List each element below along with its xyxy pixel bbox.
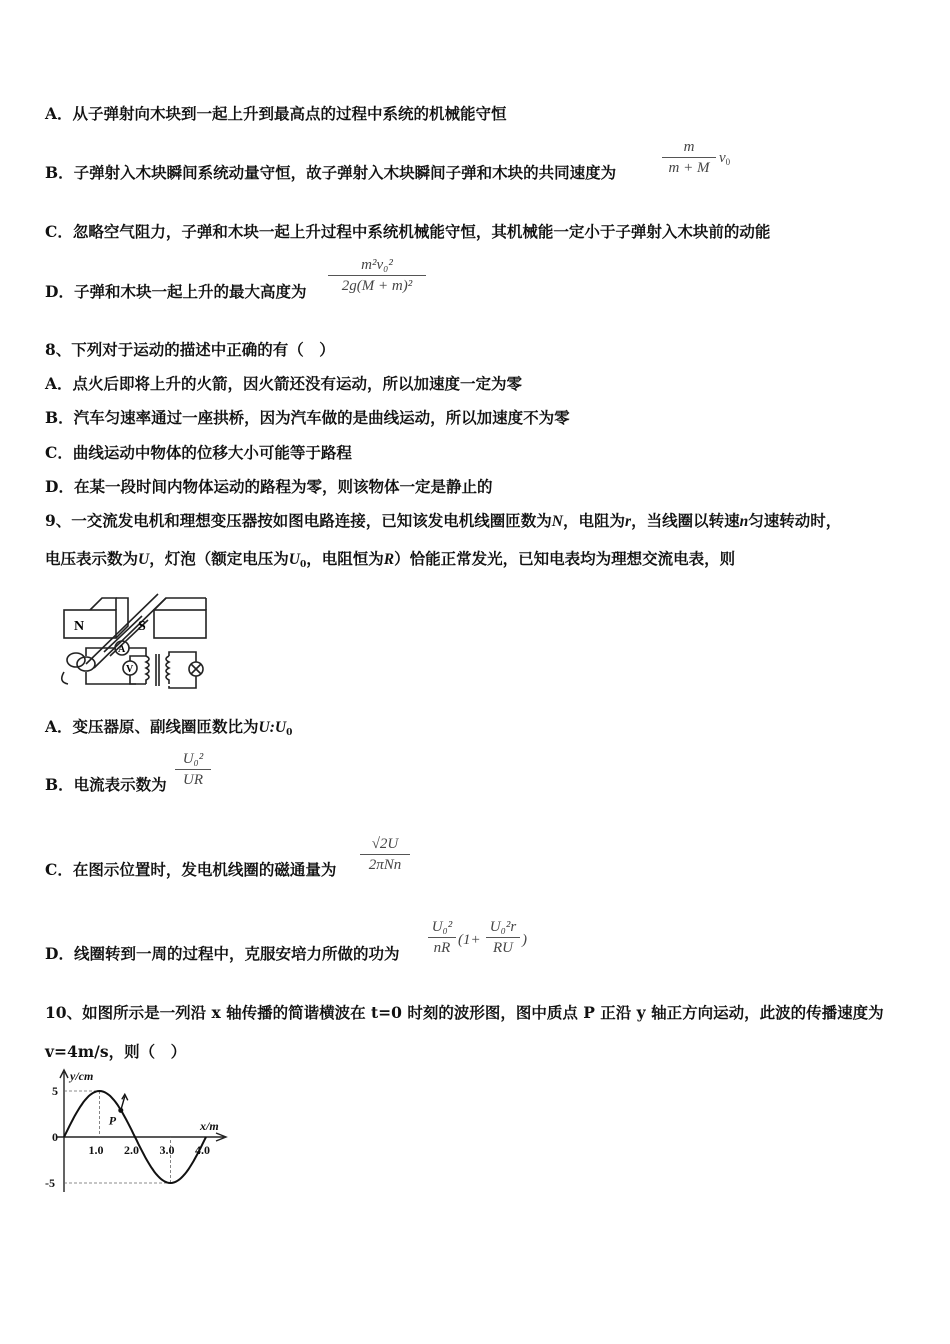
x-axis-label: x/m xyxy=(200,1119,219,1133)
q10-stem-line2: v=4m/s，则（ ） xyxy=(45,1042,187,1061)
option-text: 在某一段时间内物体运动的路程为零，则该物体一定是静止的 xyxy=(73,477,493,496)
option-text: 在图示位置时，发电机线圈的磁通量为 xyxy=(72,860,337,879)
option-text: 曲线运动中物体的位移大小可能等于路程 xyxy=(72,443,352,462)
q9b-fraction xyxy=(175,750,211,789)
q7b-fraction xyxy=(662,138,716,177)
q7-option-d xyxy=(45,280,306,302)
fraction-numerator: U₀²r xyxy=(489,919,517,935)
fraction-numerator: m xyxy=(683,139,695,155)
generator-circuit-figure xyxy=(46,576,216,694)
option-label: A． xyxy=(45,717,73,736)
option-label: B． xyxy=(45,408,74,427)
option-label: C． xyxy=(45,222,73,241)
q9-option-b xyxy=(45,773,167,795)
q7b-v0: $v_0$ xyxy=(719,150,731,167)
q8-stem: 8、下列对于运动的描述中正确的有（ ） xyxy=(45,340,335,359)
fraction-numerator: √2U xyxy=(371,836,399,852)
option-label: B． xyxy=(45,775,74,794)
y-tick-label: 5 xyxy=(52,1084,58,1098)
option-text: 子弹和木块一起上升的最大高度为 xyxy=(73,282,307,301)
option-text: 电流表示数为 xyxy=(73,775,167,794)
q9d-fraction-2 xyxy=(486,918,520,957)
x-tick-label: 2.0 xyxy=(124,1143,139,1157)
x-tick-label: 1.0 xyxy=(88,1143,104,1157)
fraction-denominator: UR xyxy=(183,772,203,788)
y-tick-label: 0 xyxy=(52,1130,58,1144)
option-label: A． xyxy=(45,374,73,393)
magnet-n-label: N xyxy=(74,619,85,634)
q9c-fraction xyxy=(360,835,410,874)
fraction-denominator: 2g(M + m)² xyxy=(341,278,413,294)
q9-option-a: A．变压器原、副线圈匝数比为$U:U_0$ xyxy=(45,717,293,738)
option-label: D． xyxy=(45,282,74,301)
q8-option-c xyxy=(45,441,352,463)
option-text: 汽车匀速率通过一座拱桥，因为汽车做的是曲线运动，所以加速度不为零 xyxy=(73,408,570,427)
option-label: D． xyxy=(45,477,74,496)
option-text: 线圈转到一周的过程中，克服安培力所做的功为 xyxy=(73,944,400,963)
option-label: C． xyxy=(45,443,73,462)
option-text: 点火后即将上升的火箭，因火箭还没有运动，所以加速度一定为零 xyxy=(72,374,523,393)
point-p-label: P xyxy=(108,1113,117,1128)
q7-option-b xyxy=(45,161,616,183)
option-text: 从子弹射向木块到一起上升到最高点的过程中系统的机械能守恒 xyxy=(72,104,507,123)
q9d-close-paren: ) xyxy=(522,932,527,948)
option-text: 忽略空气阻力，子弹和木块一起上升过程中系统机械能守恒，其机械能一定小于子弹射入木块前的动能 xyxy=(72,222,771,241)
option-text: 子弹射入木块瞬间系统动量守恒，故子弹射入木块瞬间子弹和木块的共同速度为 xyxy=(73,163,617,182)
fraction-denominator: nR xyxy=(433,940,451,956)
q9-stem-line1: 9、一交流发电机和理想变压器按如图电路连接，已知该发电机线圈匝数为N，电阻为r，当线圈以转速n匀速转动时， xyxy=(45,511,842,530)
voltmeter-label: V xyxy=(126,664,134,675)
ammeter-label: A xyxy=(118,644,126,655)
y-axis-label: y/cm xyxy=(70,1069,94,1083)
fraction-numerator: m²v₀² xyxy=(361,257,393,273)
fraction-numerator: U₀² xyxy=(182,751,204,767)
fraction-denominator: m + M xyxy=(668,160,710,176)
option-text: 变压器原、副线圈匝数比为 xyxy=(72,717,259,736)
x-tick-label: 4.0 xyxy=(195,1143,210,1157)
x-tick-label: 3.0 xyxy=(159,1143,175,1157)
fraction-numerator: U₀² xyxy=(431,919,453,935)
q8-option-b xyxy=(45,406,570,428)
q10-stem-line1: 10、如图所示是一列沿 x 轴传播的简谐横波在 t=0 时刻的波形图，图中质点 P 正沿 y 轴正方向运动，此波的传播速度为 xyxy=(45,1003,884,1022)
q8-option-d xyxy=(45,475,492,497)
q9d-open-paren: (1+ xyxy=(458,932,481,948)
magnet-n xyxy=(64,610,116,638)
option-label: C． xyxy=(45,860,73,879)
y-tick-label: -5 xyxy=(45,1176,55,1190)
option-label: D． xyxy=(45,944,74,963)
magnet-s-label: S xyxy=(138,619,146,634)
q9-option-c xyxy=(45,858,336,880)
q9-option-d xyxy=(45,942,399,964)
q7-option-a xyxy=(45,102,507,124)
fraction-denominator: RU xyxy=(493,940,513,956)
q7d-fraction xyxy=(328,256,426,295)
q7-option-c xyxy=(45,220,770,242)
q9d-fraction-1 xyxy=(428,918,456,957)
magnet-s xyxy=(154,610,206,638)
fraction-denominator: 2πNn xyxy=(368,857,402,873)
option-label: A． xyxy=(45,104,73,123)
q8-option-a xyxy=(45,372,522,394)
wave-chart xyxy=(44,1066,234,1196)
option-label: B． xyxy=(45,163,74,182)
q9-stem-line2: 电压表示数为U，灯泡（额定电压为$U_0$，电阻恒为R）恰能正常发光，已知电表均为理想交流电表，则 xyxy=(45,549,736,570)
